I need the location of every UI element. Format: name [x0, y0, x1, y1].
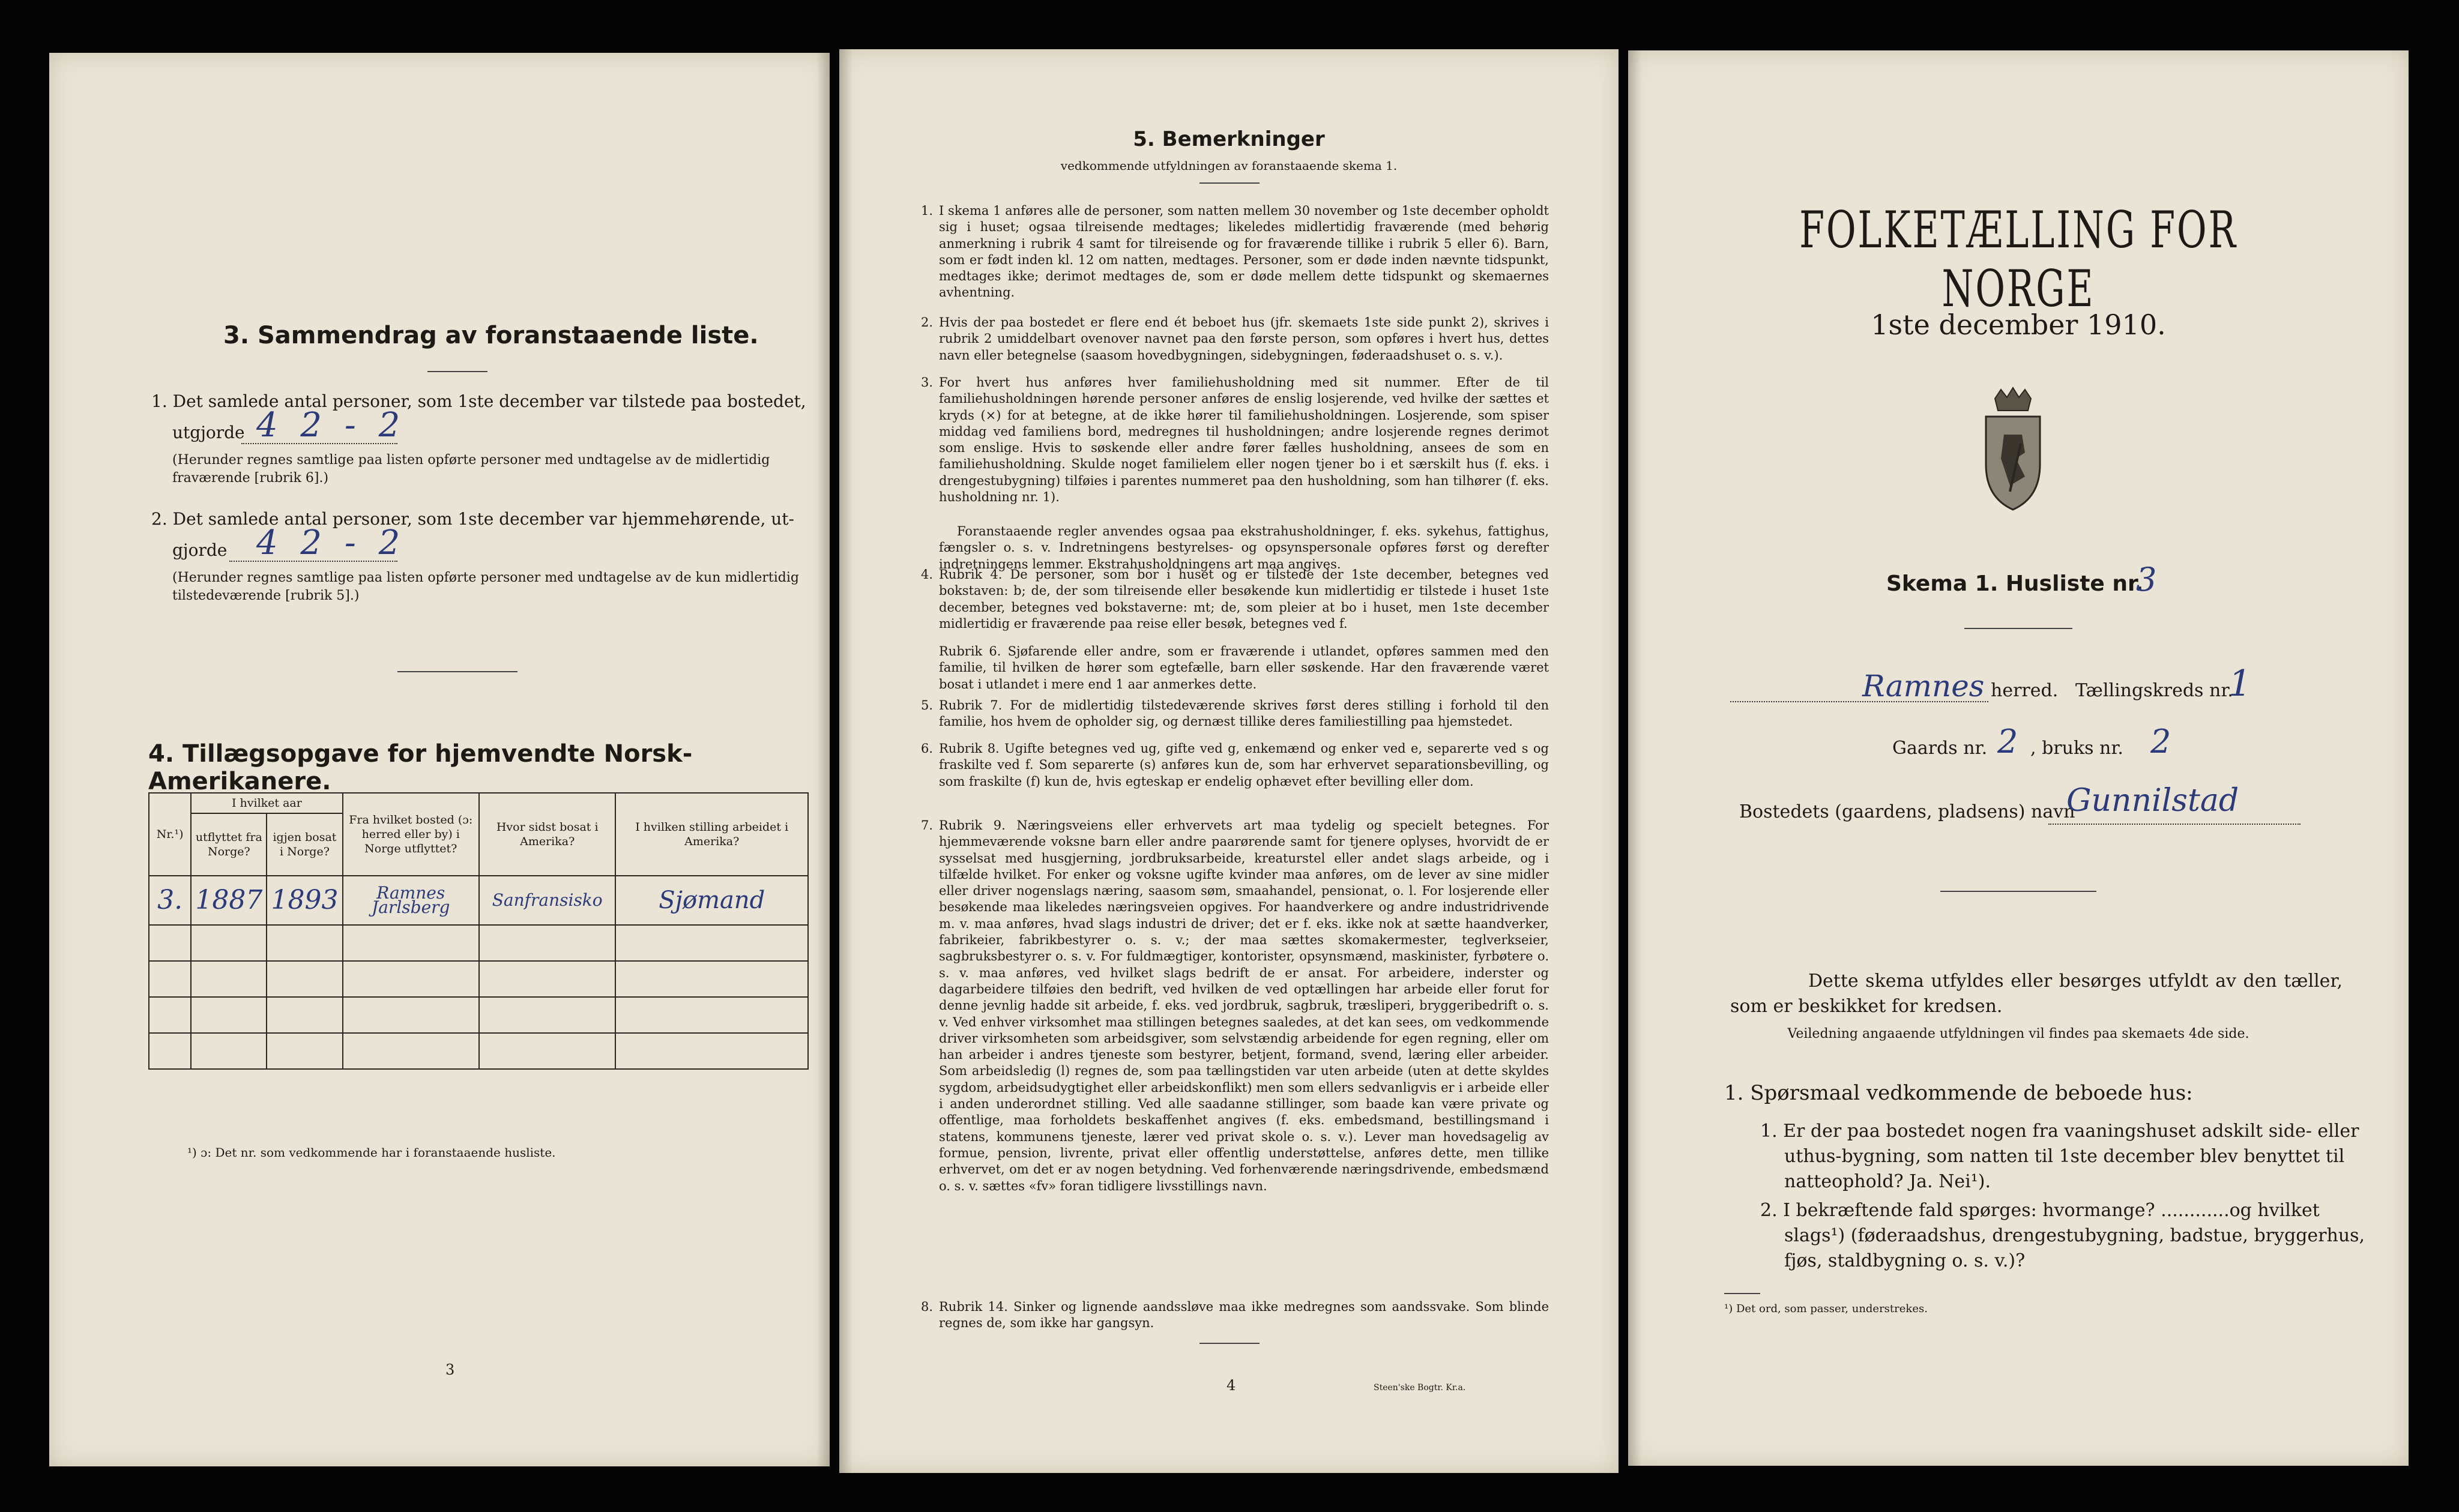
divider — [1199, 182, 1260, 184]
printer-credit: Steen'ske Bogtr. Kr.a. — [1374, 1383, 1466, 1393]
table-row — [149, 997, 808, 1033]
remark-4b: Rubrik 6. Sjøfarende eller andre, som er fraværende i utlandet, opføres sammen med den familie, til hvilken de hører som egtefælle, barn eller søskende. Har den fraværende været bosat i utlandet i mere end 1 aar anmerkes dette. — [939, 644, 1549, 691]
bosted-dotted-line — [2048, 824, 2301, 825]
remark-5: 5. Rubrik 7. For de midlertidig tilstedeværende skrives først deres stilling i forhold til den familie, hos hvem de opholder sig, og dernæst tillike deres familiestilling paa hjemstedet. — [921, 698, 1549, 729]
remarks-title: 5. Bemerkninger — [1133, 127, 1325, 151]
col-last-place: Hvor sidst bosat i Amerika? — [479, 793, 615, 876]
gaards-value[interactable]: 2 — [1997, 723, 2018, 761]
cover-footnote: ¹) Det ord, som passer, understrekes. — [1724, 1303, 1928, 1315]
page-fold-shadow — [816, 53, 830, 1466]
cover-page — [1628, 50, 2409, 1466]
kreds-value[interactable]: 1 — [2228, 663, 2252, 705]
kreds-label: Tællingskreds nr. — [2075, 680, 2233, 701]
table-row — [149, 876, 808, 925]
item2-label: gjorde — [172, 540, 228, 560]
schema-label: Skema 1. Husliste nr. — [1886, 571, 2144, 596]
col-year-group: I hvilket aar — [191, 793, 342, 813]
instruction-text: Dette skema utfyldes eller besørges utfyldt av den tæller, som er beskikket for kredsen. — [1730, 971, 2343, 1017]
cell-from-place[interactable]: Ramnes Jarlsberg — [343, 876, 479, 925]
table-row — [149, 961, 808, 997]
item2-text: 2. Det samlede antal personer, som 1ste december var hjemmehørende, ut- — [151, 509, 794, 529]
norsk-amerikanere-table — [148, 792, 809, 1070]
herred-label: herred. — [1991, 680, 2059, 701]
col-from-place: Fra hvilket bosted (ɔ: herred eller by) i Norge utflyttet? — [343, 793, 479, 876]
item1-text: 1. Det samlede antal personer, som 1ste december var tilstede paa bostedet, — [151, 391, 806, 411]
table-row — [149, 925, 808, 961]
col-returned: igjen bosat i Norge? — [267, 813, 342, 876]
col-nr: Nr.¹) — [149, 793, 191, 876]
item2-value[interactable]: 4 2 - 2 — [256, 523, 406, 562]
col-position: I hvilken stilling arbeidet i Amerika? — [615, 793, 808, 876]
item1-dotted-line — [241, 443, 397, 444]
divider — [1724, 1293, 1760, 1294]
page-number: 3 — [445, 1361, 455, 1378]
bruks-value[interactable]: 2 — [2150, 723, 2171, 761]
page-3 — [49, 53, 830, 1466]
remarks-subtitle: vedkommende utfyldningen av foranstaaende skema 1. — [1060, 158, 1398, 173]
remark-4: 4. Rubrik 4. De personer, som bor i huset og er tilstede der 1ste december, betegnes ved bokstaven: b; de, der som tilreisende eller besøkende kun midlertidig er tilstede i huset 1ste december, betegnes ved bokstaverne: mt; de, som pleier at bo i huset, men 1ste december midlertidig er fraværende paa reise eller besøk, betegnes ved f. — [921, 567, 1549, 631]
remark-1: 1. I skema 1 anføres alle de personer, som natten mellem 30 november og 1ste december opholdt sig i huset; ogsaa tilreisende medtages; likeledes midlertidig fraværende (med behørig anmerkning i rubrik 4 samt for tilreisende og for fraværende tillike i rubrik 5 eller 6). Barn, som er født inden kl. 12 om natten, medtages. Personer, som er døde inden nævnte tidspunkt, medtages ikke; derimot medtages de, som er døde mellem dette tidspunkt og skemaernes avhentning. — [921, 203, 1549, 300]
page-4 — [839, 49, 1619, 1473]
cell-last-place[interactable]: Sanfransisko — [479, 876, 615, 925]
divider — [427, 371, 487, 372]
remark-3: 3. For hvert hus anføres hver familiehusholdning med sit nummer. Efter de til familiehusholdningen hørende personer anføres de enslig losjerende, ved hvilke der sættes et kryds (×) for at betegne, at de ikke hører til familiehusholdningen. Losjerende, som spiser middag ved familiens bord, medregnes til husholdningen; andre losjerende regnes derimot som enslige. Hvis to søskende eller andre fører fælles husholdning, ansees de som en familiehusholdning. Skulde noget familielem eller nogen tjener bo i et særskilt hus (f. eks. i drengestubygning) tilføies i parentes nummeret paa den husholdning, som han tilhører (f. eks. husholdning nr. 1). — [921, 375, 1549, 505]
herred-value[interactable]: Ramnes — [1862, 669, 1985, 703]
item1-value[interactable]: 4 2 - 2 — [256, 406, 406, 445]
remark-6: 6. Rubrik 8. Ugifte betegnes ved ug, gifte ved g, enkemænd og enker ved e, separerte ved s og fraskilte ved f. Som separerte (s) anføres kun de, som har erhvervet separationsbevilling, og som fraskilte (f) kun de, hvis egteskap er endelig ophævet efter bevilling eller dom. — [921, 741, 1549, 789]
cover-title-wrap — [1628, 200, 2409, 318]
question-1: 1. Er der paa bostedet nogen fra vaaningshuset adskilt side- eller uthus-bygning, som natten til 1ste december blev benyttet til natteophold? Ja. Nei¹). — [1760, 1121, 2359, 1192]
page-number: 4 — [1226, 1377, 1236, 1394]
cell-nr[interactable]: 3. — [149, 876, 191, 925]
cell-position[interactable]: Sjømand — [615, 876, 808, 925]
remark-8: 8. Rubrik 14. Sinker og lignende aandssløve maa ikke medregnes som aandssvake. Som blinde regnes de, som ikke har gangsyn. — [921, 1300, 1549, 1331]
schema-value[interactable]: 3 — [2136, 561, 2157, 598]
page-fold-shadow — [839, 49, 852, 1473]
instruction-note: Veiledning angaaende utfyldningen vil findes paa skemaets 4de side. — [1787, 1026, 2249, 1041]
section4-title: 4. Tillægsopgave for hjemvendte Norsk-Amerikanere. — [148, 740, 693, 795]
bruks-label: , bruks nr. — [2030, 738, 2123, 759]
col-emigrated: utflyttet fra Norge? — [191, 813, 267, 876]
cell-returned[interactable]: 1893 — [267, 876, 342, 925]
remark-7: 7. Rubrik 9. Næringsveiens eller erhvervets art maa tydelig og specielt betegnes. For hjemmeværende voksne barn eller andre paarørende samt for tjenere oplyses, hvorvidt de er sysselsat med husgjerning, jordbruksarbeide, kreaturstel eller andet slags arbeide, og i tilfælde hvilket. For enker og voksne ugifte kvinder maa anføres, om de lever av sine midler eller driver nogenslags næring, saasom søm, smaahandel, pensionat, o. l. For losjerende eller besøkende maa likeledes næringsveien opgives. For haandverkere og andre industridrivende m. v. maa anføres, hvad slags industri de driver; det er f. eks. ikke nok at sætte haandverker, fabrikeier, fabrikbestyrer o. s. v.; der maa sættes skomakermester, teglverkseier, sagbruksbestyrer o. s. v. For fuldmægtiger, kontorister, opsynsmænd, maskinister, fyrbøtere o. s. v. maa anføres, ved hvilket slags bedrift de er ansat. For arbeidere, inderster og dagarbeidere tilføies den bedrift, ved hvilken de ved optællingen har arbeide eller forut for denne jevnlig hadde sit arbeide, f. eks. ved jordbruk, sagbruk, træsliperi, bryggeribedrift o. s. v. Ved enhver virksomhet maa stillingen betegnes saaledes, at det kan sees, om vedkommende driver virksomheten som arbeidsgiver, som selvstændig arbeidende for egen regning, eller om han arbeider i andres tjeneste som bestyrer, betjent, formand, svend, læring eller arbeider. Som arbeidsledig (l) regnes de, som paa tællingstiden var uten arbeide (uten at dette skyldes sygdom, arbeidsudygtighet eller arbeidskonflikt) men som ellers sedvanligvis er i arbeide eller i anden underordnet stilling. Ved alle saadanne stillinger, som baade kan være private og offentlige, maa forholdets beskaffenhet angives (f. eks. embedsmand, bestillingsmand i statens, kommunens tjeneste, lærer ved privat skole o. s. v.). Lever man hovedsagelig av formue, pension, livrente, privat eller offentlig understøttelse, anføres dette, men tillike erhvervet, om det er av nogen betydning. Ved forhenværende næringsdrivende, embedsmænd o. s. v. sættes «fv» foran tidligere livsstillings navn. — [921, 818, 1549, 1193]
table-row — [149, 1033, 808, 1069]
divider — [1199, 1343, 1260, 1344]
cover-date: 1ste december 1910. — [1871, 309, 2166, 341]
table-footnote: ¹) ɔ: Det nr. som vedkommende har i foranstaaende husliste. — [187, 1145, 556, 1160]
cell-emigrated[interactable]: 1887 — [191, 876, 267, 925]
item1-note: (Herunder regnes samtlige paa listen opførte personer med undtagelse av de midlertidig fraværende [rubrik 6].) — [172, 453, 770, 486]
page-fold-shadow — [1628, 50, 1641, 1466]
divider — [397, 671, 517, 672]
divider — [1964, 628, 2072, 629]
question-2: 2. I bekræftende fald spørges: hvormange? ............og hvilket slags¹) (føderaadshus, drengestubygning, badstue, bryggerhus, fjøs, staldbygning o. s. v.)? — [1760, 1200, 2365, 1271]
section3-title: 3. Sammendrag av foranstaaende liste. — [223, 322, 759, 349]
ornament-divider — [1940, 891, 2096, 892]
gaards-label: Gaards nr. — [1892, 738, 1988, 759]
remark-2: 2. Hvis der paa bostedet er flere end ét beboet hus (jfr. skemaets 1ste side punkt 2), skrives i rubrik 2 umiddelbart ovenover navnet paa den første person, som opføres i hvert hus, dettes navn eller betegnelse (saasom hovedbygningen, sidebygningen, føderaadshuset o. s. v.). — [921, 315, 1549, 363]
item2-dotted-line — [229, 561, 397, 562]
cover-title: FOLKETÆLLING FOR NORGE — [1799, 200, 2237, 318]
norway-coat-of-arms-icon — [1968, 387, 2058, 513]
remark-3b: Foranstaaende regler anvendes ogsaa paa ekstrahusholdninger, f. eks. sykehus, fattighus, fængsler o. s. v. Indretningens bestyrelses- og opsynspersonale opføres først og derefter indretningens lemmer. Ekstrahusholdningens art maa angives. — [939, 524, 1549, 571]
bosted-value[interactable]: Gunnilstad — [2066, 783, 2239, 819]
questions-heading: 1. Spørsmaal vedkommende de beboede hus: — [1724, 1081, 2193, 1105]
bosted-label: Bostedets (gaardens, pladsens) navn — [1739, 801, 2075, 822]
item1-label: utgjorde — [172, 423, 245, 442]
item2-note: (Herunder regnes samtlige paa listen opførte personer med undtagelse av de kun midlertidig tilstedeværende [rubrik 5].) — [172, 570, 799, 603]
